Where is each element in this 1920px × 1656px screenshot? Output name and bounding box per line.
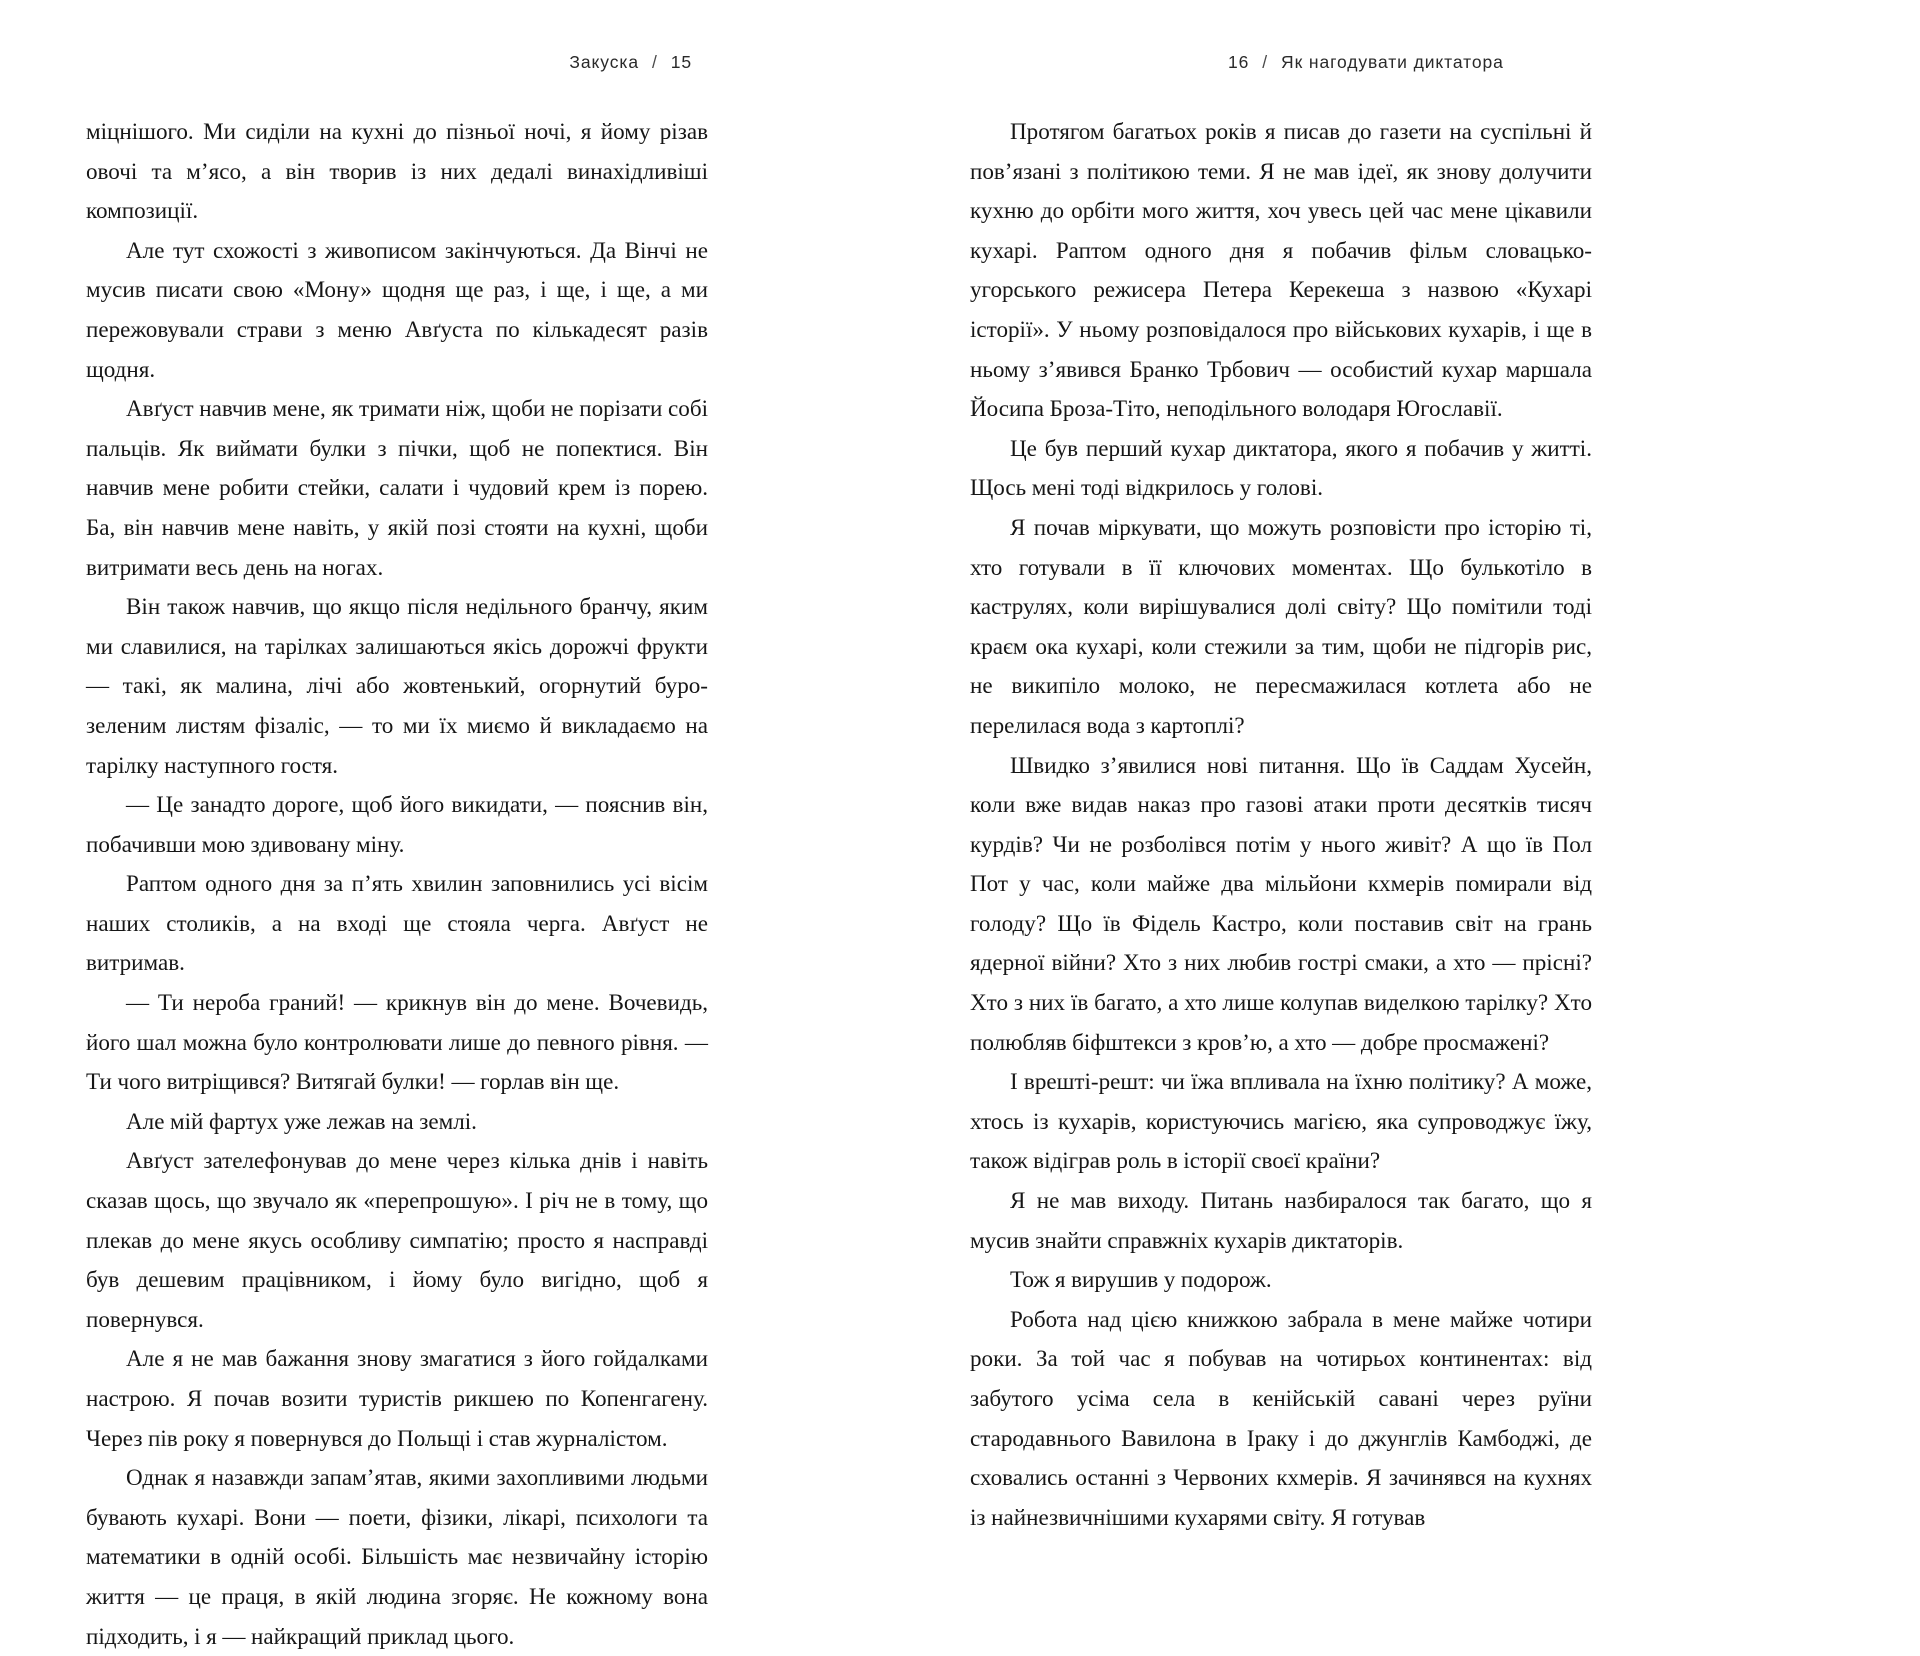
paragraph: Це був перший кухар диктатора, якого я побачив у житті. Щось мені тоді відкрилось у голові. [970,434,1592,501]
paragraph: Робота над цією книжкою забрала в мене майже чотири роки. За той час я побував на чотирьох континентах: від забутого усіма села в кенійській савані через руїни стародавнього Вавилона в Іраку і до джунглів Камбоджі, де сховались останні з Червоних кхмерів. Я зачинявся на кухнях із найнезвичнішими кухарями світу. Я готував [970,1305,1592,1530]
running-head-left-title: Закуска [569,52,639,72]
paragraph: І врешті-решт: чи їжа впливала на їхню політику? А може, хтось із кухарів, користуючись магією, яка супроводжує їжу, також відіграв роль в історії своєї країни? [970,1068,1592,1174]
running-head-right-separator: / [1262,52,1269,72]
body-text-left [86,112,708,1656]
paragraph: — Це занадто дороге, щоб його викидати, — пояснив він, побачивши мою здивовану міну. [86,791,708,857]
paragraph: Але тут схожості з живописом закінчуються. Да Вінчі не мусив писати свою «Мону» щодня ще раз, і ще, і ще, а ми пережовували страви з меню Авґуста по кількадесят разів щодня. [86,236,708,382]
running-head-right-title: Як нагодувати диктатора [1281,52,1504,72]
paragraph: Він також навчив, що якщо після недільного бранчу, яким ми славилися, на тарілках залишаються якісь дорожчі фрукти — такі, як малина, лічі або жовтенький, огорнутий буро-зеленим листям фізаліс, — то ми їх миємо й викладаємо на тарілку наступного гостя. [86,593,708,778]
paragraph: Авґуст навчив мене, як тримати ніж, щоби не порізати собі пальців. Як виймати булки з пічки, щоб не попектися. Він навчив мене робити стейки, салати і чудовий крем із порею. Ба, він навчив мене навіть, у якій позі стояти на кухні, щоби витримати весь день на ногах. [86,395,708,580]
paragraph: Протягом багатьох років я писав до газети на суспільні й пов’язані з політикою теми. Я не мав ідеї, як знову долучити кухню до орбіти мого життя, хоч увесь цей час мене цікавили кухарі. Раптом одного дня я побачив фільм словацько-угорського режисера Петера Керекеша з назвою «Кухарі історії». У ньому розповідалося про військових кухарів, і ще в ньому з’явився Бранко Трбович — особистий кухар маршала Йосипа Броза-Тіто, неподільного володаря Югославії. [970,118,1592,422]
paragraph: міцнішого. Ми сиділи на кухні до пізньої ночі, я йому різав овочі та м’ясо, а він творив із них дедалі винахідливіші композиції. [86,118,708,224]
page-right [960,0,1920,1530]
paragraph: Авґуст зателефонував до мене через кілька днів і навіть сказав щось, що звучало як «перепрошую». І річ не в тому, що плекав до мене якусь особливу симпатію; просто я насправді був дешевим працівником, і йому було вигідно, щоб я повернувся. [86,1147,708,1332]
paragraph: Тож я вирушив у подорож. [1010,1266,1272,1293]
paragraph: Я почав міркувати, що можуть розповісти про історію ті, хто готували в її ключових моментах. Що булькотіло в каструлях, коли вирішувалися долі світу? Що помітили тоді краєм ока кухарі, коли стежили за тим, щоби не підгорів рис, не википіло молоко, не пересмажилася котлета або не перелилася вода з картоплі? [970,513,1592,738]
folio-left: 15 [670,52,692,72]
paragraph: Я не мав виходу. Питань назбиралося так багато, що я мусив знайти справжніх кухарів диктаторів. [970,1187,1592,1253]
page-left [0,0,960,1649]
paragraph: — Ти нероба граний! — крикнув він до мене. Вочевидь, його шал можна було контролювати лише до певного рівня. — Ти чого витріщився? Витягай булки! — горлав він ще. [86,989,708,1095]
running-head-right [1228,52,1504,73]
running-head-left-separator: / [651,52,658,72]
paragraph: Раптом одного дня за п’ять хвилин заповнились усі вісім наших столиків, а на вході ще стояла черга. Авґуст не витримав. [86,870,708,976]
running-head-left [569,52,692,73]
paragraph: Але я не мав бажання знову змагатися з його гойдалками настрою. Я почав возити туристів рикшею по Копенгагену. Через пів року я повернувся до Польщі і став журналістом. [86,1345,708,1451]
paragraph: Але мій фартух уже лежав на землі. [126,1107,477,1134]
folio-right: 16 [1228,52,1250,72]
paragraph: Однак я назавжди запам’ятав, якими захопливими людьми бувають кухарі. Вони — поети, фізики, лікарі, психологи та математики в одній особі. Більшість має незвичайну історію життя — це праця, в якій людина згоряє. Не кожному вона підходить, і я — найкращий приклад цього. [86,1464,708,1649]
paragraph: Швидко з’явилися нові питання. Що їв Саддам Хусейн, коли вже видав наказ про газові атаки проти десятків тисяч курдів? Чи не розболівся потім у нього живіт? А що їв Пол Пот у час, коли майже два мільйони кхмерів помирали від голоду? Що їв Фідель Кастро, коли поставив світ на грань ядерної війни? Хто з них любив гострі смаки, а хто — прісні? Хто з них їв багато, а хто лише колупав виделкою тарілку? Хто полюбляв біфштекси з кров’ю, а хто — добре просмажені? [970,751,1592,1055]
